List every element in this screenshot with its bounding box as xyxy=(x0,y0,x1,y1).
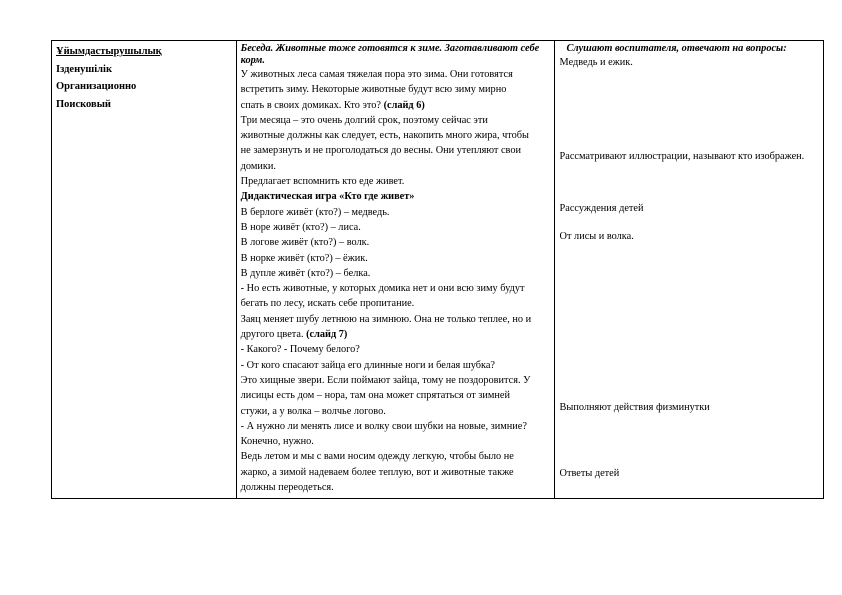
teacher-text-line xyxy=(241,419,550,434)
teacher-text-line xyxy=(241,128,550,143)
line-text: Три месяца – это очень долгий срок, поэтому сейчас эти xyxy=(240,114,488,126)
teacher-text-line xyxy=(241,296,550,311)
child-response: От лисы и волка. xyxy=(559,231,634,242)
children-activity-cell xyxy=(554,41,823,499)
line-text: - Какого? - Почему белого? xyxy=(240,344,360,356)
line-text: В логове живёт (кто?) – волк. xyxy=(240,237,370,249)
teacher-text-line xyxy=(241,251,550,266)
line-text: Предлагает вспомнить кто еде живет. xyxy=(240,176,405,188)
teacher-activity-header: Беседа. Животные тоже готовятся к зиме. Заготавливают себе корм. xyxy=(240,43,540,66)
teacher-text-line xyxy=(241,205,550,220)
line-text: - От кого спасают зайца его длинные ноги и белая шубка? xyxy=(240,359,495,371)
line-text: Конечно, нужно. xyxy=(240,436,314,448)
line-text: жарко, а зимой надеваем более теплую, вот и животные также xyxy=(240,466,514,478)
line-text: - Но есть животные, у которых домика нет и они всю зиму будут xyxy=(240,283,525,295)
line-bold-text: (слайд 7) xyxy=(306,329,348,341)
teacher-activity-cell xyxy=(236,41,554,499)
teacher-text-line xyxy=(241,327,550,342)
teacher-text-line xyxy=(241,342,550,357)
line-text: Ведь летом и мы с вами носим одежду легкую, чтобы было не xyxy=(240,451,514,463)
line-text: спать в своих домиках. Кто это? xyxy=(240,99,384,111)
line-text: В дупле живёт (кто?) – белка. xyxy=(240,267,371,279)
line-text: В берлоге живёт (кто?) – медведь. xyxy=(240,206,390,218)
children-activity-header: Слушают воспитателя, отвечают на вопросы: xyxy=(566,43,787,54)
line-bold-text: Дидактическая игра «Кто где живет» xyxy=(240,191,415,203)
stage-cell xyxy=(52,41,237,499)
child-response: Выполняют действия физминутки xyxy=(559,402,710,413)
line-bold-text: (слайд 6) xyxy=(383,99,425,111)
line-text: Заяц меняет шубу летнюю на зимнюю. Она не только теплее, но и xyxy=(240,313,532,325)
teacher-activity-text xyxy=(241,67,550,495)
line-text: встретить зиму. Некоторые животные будут всю зиму мирно xyxy=(240,84,507,96)
teacher-text-line xyxy=(241,82,550,97)
teacher-text-line xyxy=(241,189,550,204)
teacher-text-line xyxy=(241,373,550,388)
line-text: домики. xyxy=(240,160,276,172)
line-text: У животных леса самая тяжелая пора это зима. Они готовятся xyxy=(240,69,513,80)
line-text: бегать по лесу, искать себе пропитание. xyxy=(240,298,415,310)
line-text: не замерзнуть и не проголодаться до весны. Они утепляют свои xyxy=(240,145,521,157)
teacher-text-line xyxy=(241,235,550,250)
child-response: Медведь и ежик. xyxy=(559,57,633,68)
stage-label: Поисковый xyxy=(56,98,111,110)
teacher-text-line xyxy=(241,480,550,495)
teacher-text-line xyxy=(241,159,550,174)
line-text: другого цвета. xyxy=(240,329,307,341)
teacher-text-line xyxy=(241,174,550,189)
line-text: - А нужно ли менять лисе и волку свои шубки на новые, зимние? xyxy=(240,420,527,432)
teacher-text-line xyxy=(241,98,550,113)
stage-label: Организационно xyxy=(56,81,137,92)
teacher-text-line xyxy=(241,388,550,403)
line-text: должны переодеться. xyxy=(240,482,334,494)
teacher-text-line xyxy=(241,281,550,296)
line-text: животные должны как следует, есть, накопить много жира, чтобы xyxy=(240,130,529,142)
teacher-text-line xyxy=(241,113,550,128)
teacher-text-line xyxy=(241,220,550,235)
child-response: Рассуждения детей xyxy=(559,203,644,214)
teacher-text-line xyxy=(241,266,550,281)
line-text: Это хищные звери. Если поймают зайца, тому не поздоровится. У xyxy=(240,374,531,386)
teacher-text-line xyxy=(241,67,550,82)
line-text: В норе живёт (кто?) – лиса. xyxy=(240,221,361,233)
child-response: Ответы детей xyxy=(559,468,620,479)
teacher-text-line xyxy=(241,312,550,327)
teacher-text-line xyxy=(241,404,550,419)
teacher-text-line xyxy=(241,465,550,480)
teacher-text-line xyxy=(241,143,550,158)
teacher-text-line xyxy=(241,358,550,373)
table-row xyxy=(52,41,824,499)
child-response: Рассматривают иллюстрации, называют кто изображен. xyxy=(559,151,805,162)
line-text: стужи, а у волка – волчье логово. xyxy=(240,405,386,417)
line-text: В норке живёт (кто?) – ёжик. xyxy=(240,252,368,264)
line-text: лисицы есть дом – нора, там она может спрятаться от зимней xyxy=(240,390,510,402)
stage-label: Ізденушілік xyxy=(56,63,113,75)
teacher-text-line xyxy=(241,434,550,449)
lesson-plan-table xyxy=(51,40,824,499)
teacher-text-line xyxy=(241,449,550,464)
stage-label: Ұйымдастырушылық xyxy=(56,46,162,57)
